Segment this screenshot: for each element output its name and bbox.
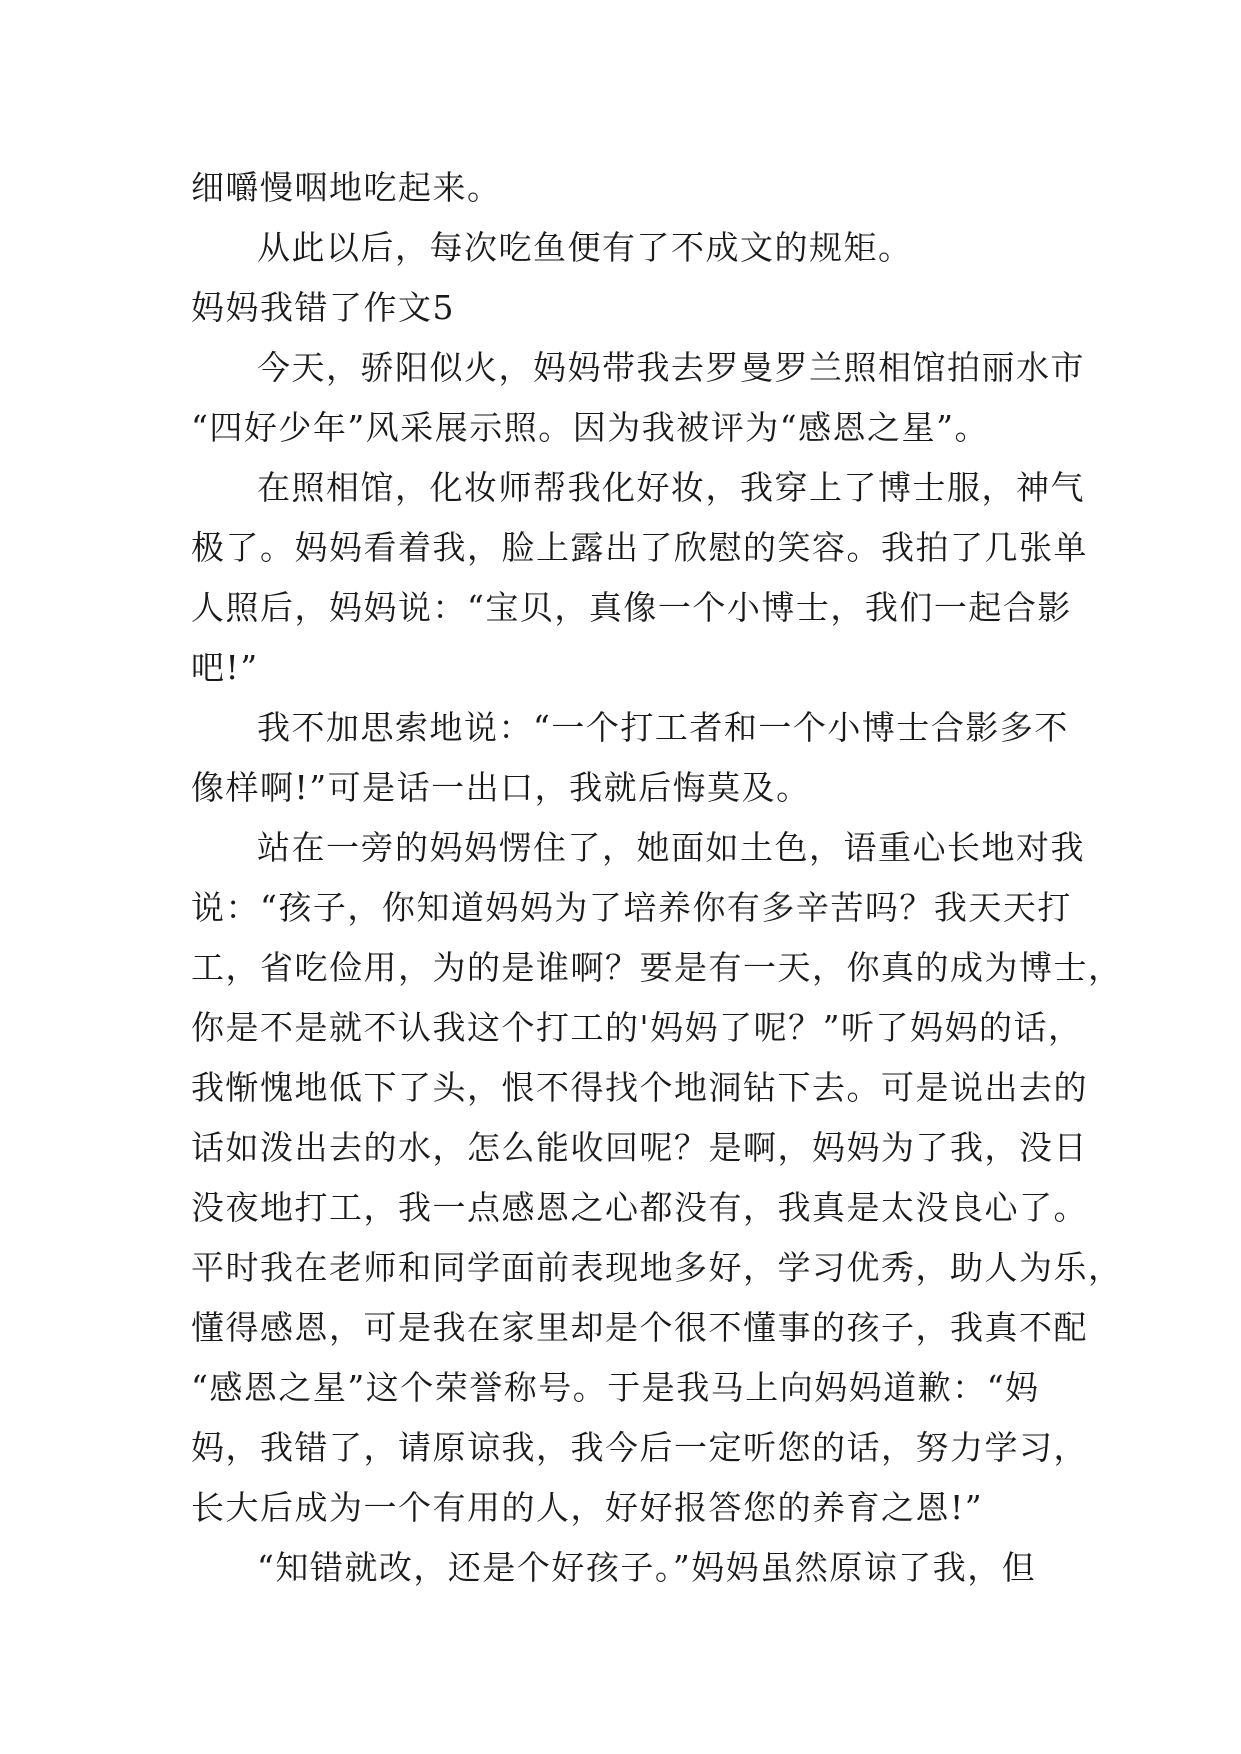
paragraph-line: 平时我在老师和同学面前表现地多好，学习优秀，助人为乐， xyxy=(191,1248,1123,1287)
paragraph-line: “知错就改，还是个好孩子。”妈妈虽然原谅了我，但 xyxy=(257,1548,1037,1587)
paragraph-line: 极了。妈妈看着我，脸上露出了欣慰的笑容。我拍了几张单 xyxy=(191,528,1088,567)
paragraph-line: 话如泼出去的水，怎么能收回呢？是啊，妈妈为了我，没日 xyxy=(191,1128,1088,1167)
paragraph-line: 细嚼慢咽地吃起来。 xyxy=(191,168,502,207)
essay-title: 妈妈我错了作文5 xyxy=(191,288,455,327)
paragraph-line: 人照后，妈妈说：“宝贝，真像一个小博士，我们一起合影 xyxy=(191,588,1072,627)
paragraph-line: 懂得感恩，可是我在家里却是个很不懂事的孩子，我真不配 xyxy=(191,1308,1088,1347)
paragraph-line: 在照相馆，化妆师帮我化好妆，我穿上了博士服，神气 xyxy=(257,468,1085,507)
paragraph-line: 妈，我错了，请原谅我，我今后一定听您的话，努力学习， xyxy=(191,1428,1088,1467)
paragraph-line: 说：“孩子，你知道妈妈为了培养你有多辛苦吗？我天天打 xyxy=(191,888,1072,927)
paragraph-line: “四好少年”风采展示照。因为我被评为“感恩之星”。 xyxy=(191,408,989,447)
paragraph-line: 长大后成为一个有用的人，好好报答您的养育之恩!” xyxy=(191,1488,984,1527)
paragraph-line: 像样啊!”可是话一出口，我就后悔莫及。 xyxy=(191,768,811,807)
paragraph-line: 我不加思索地说：“一个打工者和一个小博士合影多不 xyxy=(257,708,1069,747)
paragraph-line: 我惭愧地低下了头，恨不得找个地洞钻下去。可是说出去的 xyxy=(191,1068,1088,1107)
paragraph-line: 站在一旁的妈妈愣住了，她面如土色，语重心长地对我 xyxy=(257,828,1085,867)
paragraph-line: 工，省吃俭用，为的是谁啊？要是有一天，你真的成为博士， xyxy=(191,948,1123,987)
paragraph-line: “感恩之星”这个荣誉称号。于是我马上向妈妈道歉：“妈 xyxy=(191,1368,1040,1407)
paragraph-line: 没夜地打工，我一点感恩之心都没有，我真是太没良心了。 xyxy=(191,1188,1088,1227)
paragraph-line: 你是不是就不认我这个打工的'妈妈了呢？”听了妈妈的话， xyxy=(191,1008,1083,1047)
paragraph-line: 从此以后，每次吃鱼便有了不成文的规矩。 xyxy=(257,228,913,267)
document-body xyxy=(191,158,1123,1598)
paragraph-line: 吧!” xyxy=(191,648,259,687)
paragraph-line: 今天，骄阳似火，妈妈带我去罗曼罗兰照相馆拍丽水市 xyxy=(257,348,1085,387)
